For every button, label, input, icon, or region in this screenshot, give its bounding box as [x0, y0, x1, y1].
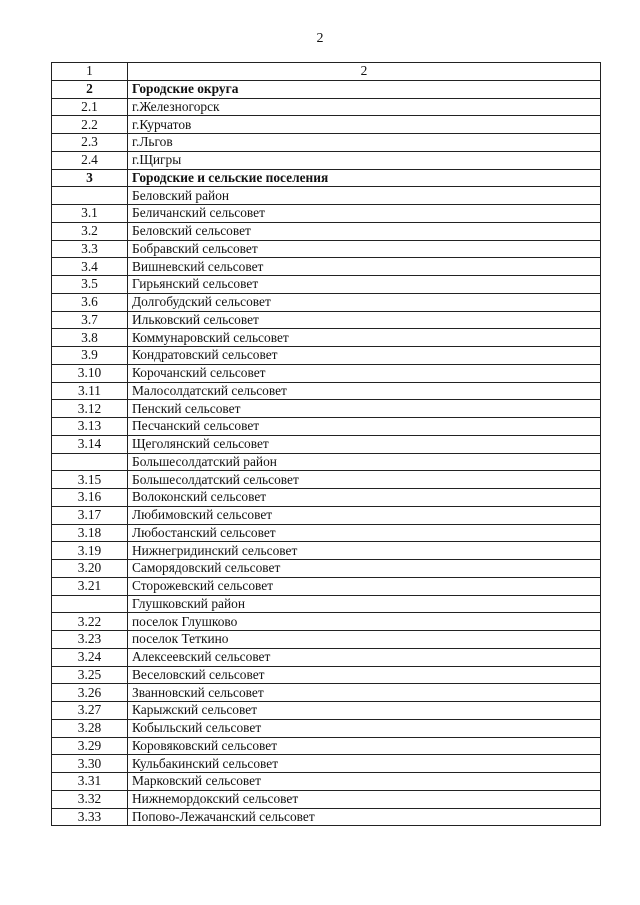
table-row [52, 471, 601, 489]
row-number-cell: 3.1 [52, 205, 128, 223]
row-name-cell: Саморядовский сельсовет [128, 560, 601, 578]
section-row [52, 169, 601, 187]
row-name-cell: Любимовский сельсовет [128, 506, 601, 524]
row-name-cell: Городские и сельские поселения [128, 169, 601, 187]
table-row [52, 737, 601, 755]
row-number-cell: 3.33 [52, 808, 128, 826]
district-row [52, 187, 601, 205]
table-row [52, 577, 601, 595]
table-row [52, 151, 601, 169]
row-name-cell: Ильковский сельсовет [128, 311, 601, 329]
row-number-cell: 3.17 [52, 506, 128, 524]
row-number-cell [52, 595, 128, 613]
table-row [52, 258, 601, 276]
table-row [52, 719, 601, 737]
table-body [52, 63, 601, 826]
row-number-cell: 3.32 [52, 790, 128, 808]
row-number-cell: 3.30 [52, 755, 128, 773]
table-row [52, 364, 601, 382]
row-number-cell: 3.16 [52, 489, 128, 507]
row-number-cell: 3.7 [52, 311, 128, 329]
header-cell-col1: 1 [52, 63, 128, 81]
row-number-cell: 3.8 [52, 329, 128, 347]
row-name-cell: Нижнемордокский сельсовет [128, 790, 601, 808]
row-name-cell: Кульбакинский сельсовет [128, 755, 601, 773]
row-name-cell: Корочанский сельсовет [128, 364, 601, 382]
table-row [52, 666, 601, 684]
table-row [52, 648, 601, 666]
row-name-cell: поселок Глушково [128, 613, 601, 631]
table-row [52, 489, 601, 507]
row-number-cell: 2 [52, 80, 128, 98]
page-number: 2 [316, 31, 324, 46]
row-number-cell: 2.2 [52, 116, 128, 134]
row-name-cell: Попово-Лежачанский сельсовет [128, 808, 601, 826]
row-name-cell: Городские округа [128, 80, 601, 98]
row-number-cell: 3 [52, 169, 128, 187]
table-row [52, 98, 601, 116]
row-name-cell: Долгобудский сельсовет [128, 293, 601, 311]
row-name-cell: Глушковский район [128, 595, 601, 613]
row-number-cell: 3.15 [52, 471, 128, 489]
row-name-cell: Нижнегридинский сельсовет [128, 542, 601, 560]
row-number-cell: 3.11 [52, 382, 128, 400]
row-number-cell: 2.1 [52, 98, 128, 116]
row-number-cell: 3.5 [52, 276, 128, 294]
table-row [52, 293, 601, 311]
row-number-cell: 3.31 [52, 773, 128, 791]
table-row [52, 790, 601, 808]
table-row [52, 542, 601, 560]
row-number-cell [52, 187, 128, 205]
table-row [52, 276, 601, 294]
table-row [52, 684, 601, 702]
row-number-cell: 3.21 [52, 577, 128, 595]
row-number-cell: 3.20 [52, 560, 128, 578]
row-number-cell: 3.10 [52, 364, 128, 382]
row-name-cell: Любостанский сельсовет [128, 524, 601, 542]
table-row [52, 506, 601, 524]
row-number-cell: 3.3 [52, 240, 128, 258]
table-row [52, 222, 601, 240]
row-number-cell: 3.25 [52, 666, 128, 684]
row-number-cell: 3.12 [52, 400, 128, 418]
table-row [52, 329, 601, 347]
table-row [52, 808, 601, 826]
row-name-cell: Сторожевский сельсовет [128, 577, 601, 595]
row-number-cell: 3.2 [52, 222, 128, 240]
row-number-cell: 3.29 [52, 737, 128, 755]
row-number-cell: 3.18 [52, 524, 128, 542]
row-name-cell: Беличанский сельсовет [128, 205, 601, 223]
row-number-cell: 3.23 [52, 631, 128, 649]
table-row [52, 631, 601, 649]
table-row [52, 382, 601, 400]
table-row [52, 613, 601, 631]
row-name-cell: Гирьянский сельсовет [128, 276, 601, 294]
row-name-cell: Малосолдатский сельсовет [128, 382, 601, 400]
row-name-cell: г.Курчатов [128, 116, 601, 134]
row-name-cell: Алексеевский сельсовет [128, 648, 601, 666]
row-number-cell: 3.28 [52, 719, 128, 737]
row-name-cell: Беловский район [128, 187, 601, 205]
row-name-cell: г.Железногорск [128, 98, 601, 116]
row-number-cell: 3.6 [52, 293, 128, 311]
section-row [52, 80, 601, 98]
table-row [52, 205, 601, 223]
row-number-cell: 3.13 [52, 418, 128, 436]
table-row [52, 524, 601, 542]
row-number-cell: 3.27 [52, 702, 128, 720]
row-name-cell: Щеголянский сельсовет [128, 435, 601, 453]
table-row [52, 347, 601, 365]
row-name-cell: г.Льгов [128, 134, 601, 152]
row-number-cell: 3.19 [52, 542, 128, 560]
row-name-cell: Коровяковский сельсовет [128, 737, 601, 755]
row-name-cell: Званновский сельсовет [128, 684, 601, 702]
row-name-cell: поселок Теткино [128, 631, 601, 649]
row-name-cell: Вишневский сельсовет [128, 258, 601, 276]
row-name-cell: Волоконский сельсовет [128, 489, 601, 507]
table-row [52, 560, 601, 578]
row-number-cell: 3.22 [52, 613, 128, 631]
row-number-cell [52, 453, 128, 471]
row-name-cell: Бобравский сельсовет [128, 240, 601, 258]
table-row [52, 311, 601, 329]
district-row [52, 595, 601, 613]
row-name-cell: Кобыльский сельсовет [128, 719, 601, 737]
row-name-cell: Пенский сельсовет [128, 400, 601, 418]
table-row [52, 400, 601, 418]
row-number-cell: 3.14 [52, 435, 128, 453]
row-name-cell: Беловский сельсовет [128, 222, 601, 240]
table-row [52, 773, 601, 791]
row-name-cell: Веселовский сельсовет [128, 666, 601, 684]
table-row [52, 702, 601, 720]
settlements-table [51, 62, 601, 826]
row-number-cell: 3.26 [52, 684, 128, 702]
row-name-cell: Марковский сельсовет [128, 773, 601, 791]
row-number-cell: 2.3 [52, 134, 128, 152]
table-row [52, 418, 601, 436]
row-name-cell: Песчанский сельсовет [128, 418, 601, 436]
table-header-row [52, 63, 601, 81]
row-number-cell: 3.24 [52, 648, 128, 666]
table-row [52, 240, 601, 258]
table-row [52, 116, 601, 134]
header-cell-col2: 2 [128, 63, 601, 81]
table-row [52, 134, 601, 152]
row-number-cell: 3.4 [52, 258, 128, 276]
row-name-cell: Большесолдатский район [128, 453, 601, 471]
table-row [52, 755, 601, 773]
row-name-cell: Карыжский сельсовет [128, 702, 601, 720]
table-row [52, 435, 601, 453]
row-name-cell: Большесолдатский сельсовет [128, 471, 601, 489]
row-name-cell: Кондратовский сельсовет [128, 347, 601, 365]
row-name-cell: г.Щигры [128, 151, 601, 169]
district-row [52, 453, 601, 471]
row-number-cell: 3.9 [52, 347, 128, 365]
row-name-cell: Коммунаровский сельсовет [128, 329, 601, 347]
row-number-cell: 2.4 [52, 151, 128, 169]
